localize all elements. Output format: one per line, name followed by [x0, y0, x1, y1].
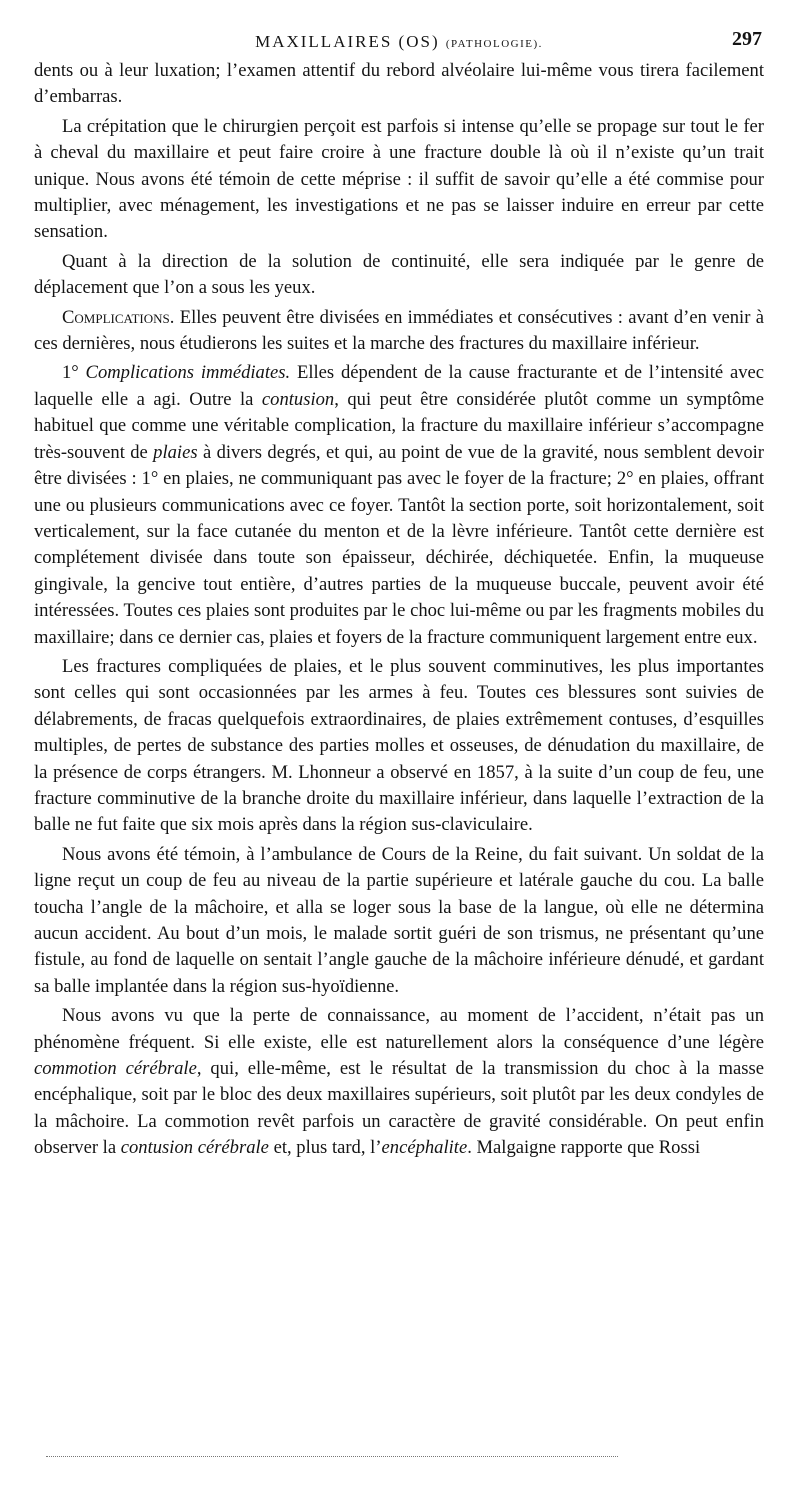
- paragraph-text: , qui, elle-même, est le résultat de la transmission du choc à la masse encéphalique, soit par le bloc des deux maxillaires supérieurs, soit plutôt par les deux condyles de la mâchoire. La commotion revêt parfois un caractère de gravité considérable. On peut enfin observer la: [34, 1058, 764, 1159]
- paragraph: [34, 360, 764, 650]
- paragraph-text: Elles dépendent de la cause fracturante et de l’intensité avec laquelle elle a agi. Outre la: [34, 362, 764, 410]
- section-label: Complications.: [62, 306, 175, 328]
- italic-text: commotion cérébrale: [34, 1058, 197, 1080]
- italic-text: contusion cérébrale: [120, 1137, 269, 1159]
- paragraph: [34, 58, 764, 111]
- paragraph-text: , qui peut être considérée plutôt comme un symptôme habituel que comme une véritable complication, la fracture du maxillaire inférieur s’accompagne très-souvent de: [34, 388, 764, 463]
- paragraph: [34, 842, 764, 1000]
- italic-text: Complications immédiates.: [85, 362, 291, 384]
- paragraph: [34, 654, 764, 839]
- header-subtitle: (PATHOLOGIE).: [445, 38, 543, 50]
- header-title: MAXILLAIRES (OS): [255, 32, 440, 51]
- paragraph-text: Quant à la direction de la solution de continuité, elle sera indiquée par le genre de déplacement que l’on a sous les yeux.: [34, 250, 764, 299]
- paragraph-text: Nous avons vu que la perte de connaissance, au moment de l’accident, n’était pas un phénomène fréquent. Si elle existe, elle est naturellement alors la conséquence d’une légère: [34, 1005, 764, 1053]
- body-text: [34, 58, 764, 1162]
- paragraph-text: Nous avons été témoin, à l’ambulance de Cours de la Reine, du fait suivant. Un soldat de la ligne reçut un coup de feu au niveau de la partie supérieure et latérale gauche du cou. La balle toucha l’angle de la mâchoire, et alla se loger sous la base de la langue, où elle ne détermina aucun accident. Au bout d’un mois, le malade sortit guéri de son trismus, ne présentant qu’une fistule, au fond de laquelle on sentait l’angle gauche de la mâchoire inférieure dénudé, et gardant sa balle implantée dans la région sus-hyoïdienne.: [34, 843, 764, 997]
- footer-rule: [46, 1456, 618, 1457]
- paragraph: [34, 249, 764, 302]
- paragraph-text: Elles peuvent être divisées en immédiates et consécutives : avant d’en venir à ces dernières, nous étudierons les suites et la marche des fractures du maxillaire inférieur.: [34, 306, 764, 355]
- paragraph: [34, 1003, 764, 1161]
- running-title: [34, 32, 764, 52]
- page-number: 297: [732, 28, 762, 50]
- italic-text: contusion: [261, 388, 335, 410]
- running-head: [34, 26, 764, 52]
- paragraph-text: La crépitation que le chirurgien perçoit est parfois si intense qu’elle se propage sur tout le fer à cheval du maxillaire et peut faire croire à une fracture double là où il n’existe qu’un trait unique. Nous avons été témoin de cette méprise : il suffit de savoir qu’elle a été commise pour multiplier, avec ménagement, les investigations et ne pas se laisser induire en erreur par cette sensation.: [34, 115, 764, 243]
- paragraph: [34, 305, 764, 358]
- paragraph-text: . Malgaigne rapporte que Rossi: [467, 1137, 701, 1159]
- paragraph-text: dents ou à leur luxation; l’examen attentif du rebord alvéolaire lui-même vous tirera facilement d’embarras.: [34, 60, 764, 108]
- paragraph: [34, 114, 764, 246]
- paragraph-text: Les fractures compliquées de plaies, et le plus souvent comminutives, les plus importantes sont celles qui sont occasionnées par les armes à feu. Toutes ces blessures sont suivies de délabrements, de fracas quelquefois extraordinaires, de plaies extrêmement contuses, d’esquilles multiples, de pertes de substance des parties molles et osseuses, de dénudation du maxillaire, de la présence de corps étrangers. M. Lhonneur a observé en 1857, à la suite d’un coup de feu, une fracture comminutive de la branche droite du maxillaire inférieur, dans laquelle l’extraction de la balle ne fut faite que six mois après dans la région sus-claviculaire.: [34, 655, 764, 836]
- paragraph-text: à divers degrés, et qui, au point de vue de la gravité, nous semblent devoir être divisées : 1° en plaies, ne communiquant pas avec le foyer de la fracture; 2° en plaies, offrant une ou plusieurs communications avec ce foyer. Tantôt la section porte, soit horizontalement, soit verticalement, sur la face cutanée du menton et de la lèvre inférieure. Tantôt cette dernière est complétement divisée dans toute son épaisseur, déchirée, déchiquetée. Enfin, la muqueuse gingivale, la gencive tout entière, d’autres parties de la muqueuse buccale, peuvent avoir été intéressées. Toutes ces plaies sont produites par le choc lui-même ou par les fragments mobiles du maxillaire; dans ce dernier cas, plaies et foyers de la fracture communiquent largement entre eux.: [34, 441, 764, 648]
- italic-text: plaies: [153, 441, 198, 463]
- italic-text: encéphalite: [381, 1137, 468, 1159]
- paragraph-text: et, plus tard, l’: [268, 1137, 382, 1159]
- paragraph-text: 1°: [62, 362, 86, 384]
- document-page: [34, 26, 764, 1165]
